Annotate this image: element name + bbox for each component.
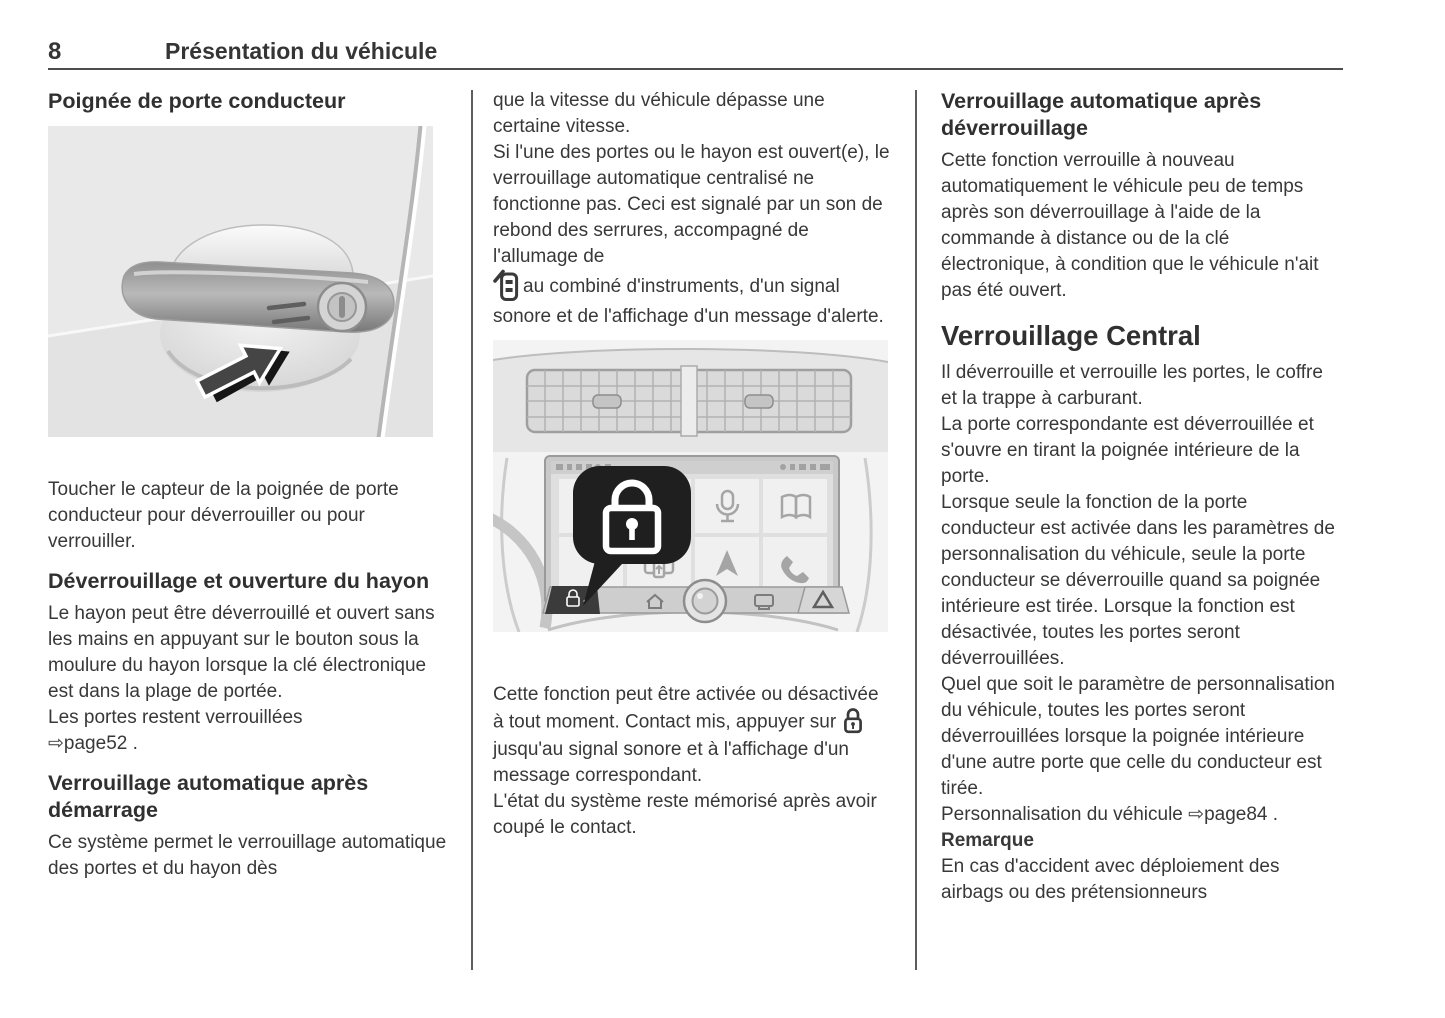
para-open-warning: Si l'une des portes ou le hayon est ouvert(e), le verrouillage automatique centralisé ne fonctionne pas. Ceci est signalé par un son de rebond des serrures, accompagné de l'allumage de [493, 142, 890, 267]
para-handle-sensor: Toucher le capteur de la poignée de porte conducteur pour déverrouiller ou pour verrouiller. [48, 479, 399, 552]
para-memory: L'état du système reste mémorisé après avoir coupé le contact. [493, 791, 877, 838]
vent-slider-left[interactable] [593, 395, 621, 408]
para-instrument-message [493, 270, 893, 330]
key-cylinder[interactable] [318, 283, 366, 331]
para-doors-locked-text: Les portes restent verrouillées [48, 707, 303, 728]
para-central-1: Il déverrouille et verrouille les portes, le coffre et la trappe à carburant. [941, 362, 1323, 409]
figure-infotainment [493, 340, 888, 632]
hazard-warning-button[interactable] [798, 587, 849, 613]
vent-slider-right[interactable] [745, 395, 773, 408]
para-speed: que la vitesse du véhicule dépasse une certaine vitesse. [493, 90, 825, 137]
page-title: Présentation du véhicule [165, 38, 438, 64]
section-heading-door-handle: Poignée de porte conducteur [48, 89, 346, 113]
para-relock: Cette fonction verrouille à nouveau automatiquement le véhicule peu de temps après son déverrouillage à l'aide de la commande à distance ou de la clé électronique, à condition que le véhicule n'ait pas été ouvert. [941, 150, 1319, 301]
door-ajar-icon [493, 268, 519, 302]
page-number: 8 [48, 38, 62, 65]
para-personalization-text: Personnalisation du véhicule [941, 804, 1183, 825]
header-rule [48, 68, 1343, 70]
column-1 [48, 88, 448, 882]
para-central-2: La porte correspondante est déverrouillée et s'ouvre en tirant la poignée intérieure de la porte. [941, 414, 1314, 487]
column-3 [941, 88, 1341, 906]
para-autolock-start: Ce système permet le verrouillage automatique des portes et du hayon dès [48, 832, 447, 879]
para-personalization [941, 802, 1341, 828]
column-separator-2 [915, 90, 917, 970]
section-heading-autolock-unlock: Verrouillage automatique après déverrouillage [941, 89, 1262, 140]
para-tailgate: Le hayon peut être déverrouillé et ouvert sans les mains en appuyant sur le bouton sous la moulure du hayon lorsque la clé électronique est dans la plage de portée. [48, 603, 435, 702]
page-reference-link-52[interactable]: ⇨page52 . [48, 733, 138, 754]
column-2 [493, 88, 893, 841]
chapter-heading-central-locking: Verrouillage Central [941, 320, 1201, 351]
para-central-4: Quel que soit le paramètre de personnalisation du véhicule, toutes les portes seront déverrouillées lorsque la poignée intérieure d'une autre porte que celle du conducteur est tirée. [941, 674, 1335, 799]
air-vent [527, 366, 851, 436]
page-reference-link-84[interactable]: ⇨page84 . [1188, 804, 1279, 825]
para-toggle-pre: Cette fonction peut être activée ou désactivée à tout moment. Contact mis, appuyer sur [493, 684, 879, 733]
figure-door-handle [48, 126, 433, 437]
section-heading-tailgate: Déverrouillage et ouverture du hayon [48, 569, 430, 593]
para-doors-locked [48, 705, 448, 757]
para-toggle [493, 682, 893, 789]
section-heading-autolock-start: Verrouillage automatique après démarrage [48, 771, 369, 822]
column-separator-1 [471, 90, 473, 970]
volume-knob[interactable] [684, 580, 726, 622]
para-remark: En cas d'accident avec déploiement des airbags ou des prétensionneurs [941, 856, 1280, 903]
padlock-inline-icon [842, 706, 864, 735]
para-central-3: Lorsque seule la fonction de la porte conducteur est activée dans les paramètres de personnalisation du véhicule, seule la porte conducteur se déverrouille quand sa poignée intérieure est tirée. Lorsque la fonction est désactivée, toutes les portes seront déverrouillées. [941, 492, 1335, 669]
remark-heading: Remarque [941, 830, 1034, 851]
para-toggle-post: jusqu'au signal sonore et à l'affichage d'un message correspondant. [493, 739, 849, 786]
para-after-door-icon: au combiné d'instruments, d'un signal sonore et de l'affichage d'un message d'alerte. [493, 276, 884, 327]
